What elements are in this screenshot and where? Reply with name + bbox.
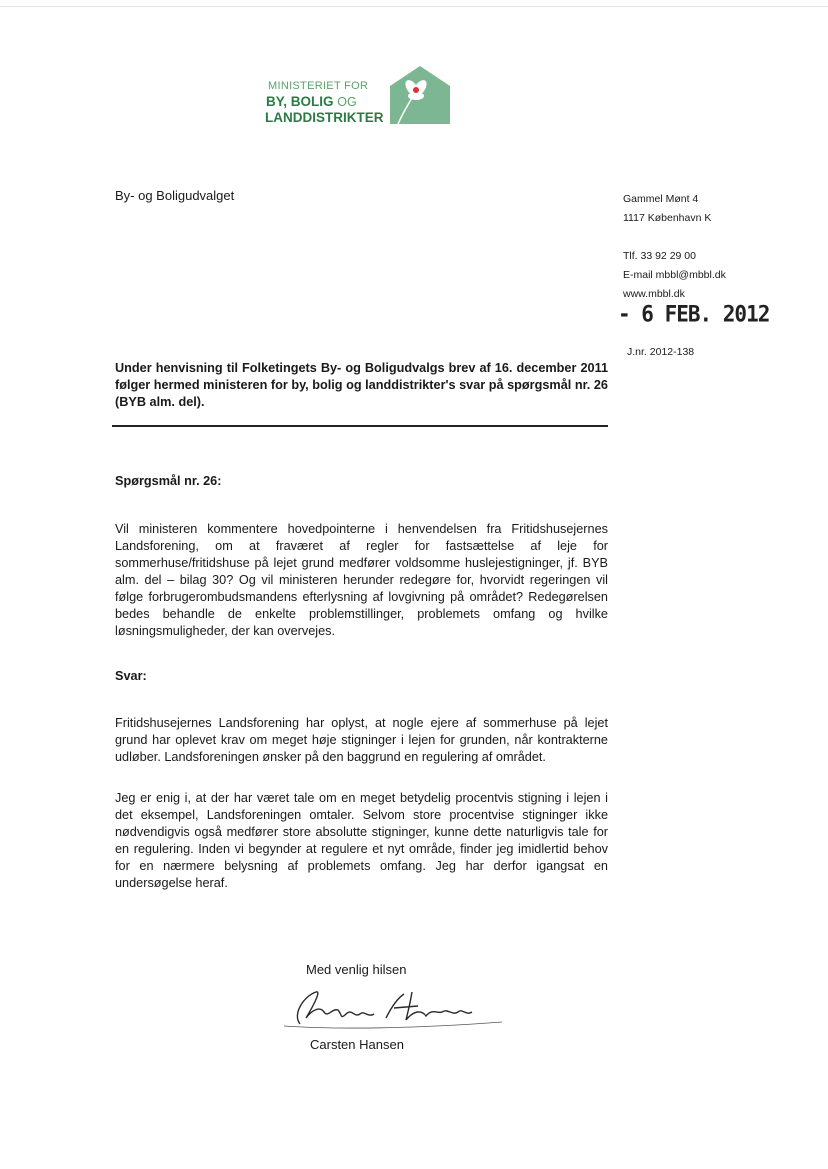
answer-paragraph-1: Fritidshusejernes Landsforening har oplyst, at nogle ejere af sommerhuse på lejet grund har oplevet krav om meget høje stigninger i lejen for grunden, når kontrakterne udløber. Landsforeningen ønsker på den baggrund en regulering af området. — [115, 716, 608, 764]
house-flower-icon — [390, 66, 450, 124]
sender-address-2: 1117 København K — [623, 212, 712, 224]
answer-heading: Svar: — [115, 669, 147, 683]
question-text: Vil ministeren kommentere hovedpointerne i henvendelsen fra Fritidshusejernes Landsforening, om at fraværet af regler for fastsættelse af leje for sommerhuse/fritidshuse på lejet grund medfører voldsomme huslejestigninger, jf. BYB alm. del – bilag 30? Og vil ministeren herunder redegøre for, hvorvidt regeringen vil følge forbrugerombudsmandens efterlysning af lovgivning på området? Redegørelsen bedes behandle de enkelte problemstillinger, problemets omfang og hvilke løsningsmuligheder, der kan overvejes. — [115, 522, 608, 638]
recipient: By- og Boligudvalget — [115, 188, 235, 203]
question-heading: Spørgsmål nr. 26: — [115, 474, 222, 488]
sender-web: www.mbbl.dk — [623, 288, 685, 300]
date-stamp: - 6 FEB. 2012 — [618, 301, 770, 327]
signer-name: Carsten Hansen — [310, 1037, 404, 1052]
top-edge-line — [0, 6, 828, 7]
logo-line-2b: OG — [337, 95, 357, 109]
signature — [282, 978, 512, 1038]
logo-line-3: LANDDISTRIKTER — [265, 110, 384, 125]
sender-email: E-mail mbbl@mbbl.dk — [623, 269, 726, 281]
sender-address-1: Gammel Mønt 4 — [623, 193, 699, 205]
closing-greeting: Med venlig hilsen — [306, 962, 407, 977]
divider — [112, 425, 608, 427]
ministry-logo — [262, 66, 452, 128]
logo-line-2a: BY, BOLIG — [266, 94, 334, 109]
sender-phone: Tlf. 33 92 29 00 — [623, 250, 696, 262]
answer-paragraph-2: Jeg er enig i, at der har været tale om en meget betydelig procentvis stigning i lejen i det eksempel, Landsforeningen omtaler. Selvom store procentvise stigninger ikke nødvendigvis også medfører store absolutte stigninger, kunne dette naturligvis tale for en regulering. Inden vi begynder at regulere et nyt område, finder jeg imidlertid behov for en nærmere belysning af problemets omfang. Jeg har derfor igangsat en undersøgelse heraf. — [115, 791, 608, 890]
intro-text: Under henvisning til Folketingets By- og Boligudvalgs brev af 16. december 2011 følger hermed ministeren for by, bolig og landdistrikter's svar på spørgsmål nr. 26 (BYB alm. del). — [115, 361, 608, 409]
sender-info — [623, 190, 823, 304]
journal-number: J.nr. 2012-138 — [627, 346, 695, 358]
logo-line-2 — [266, 94, 357, 109]
logo-line-1: MINISTERIET FOR — [268, 80, 369, 92]
